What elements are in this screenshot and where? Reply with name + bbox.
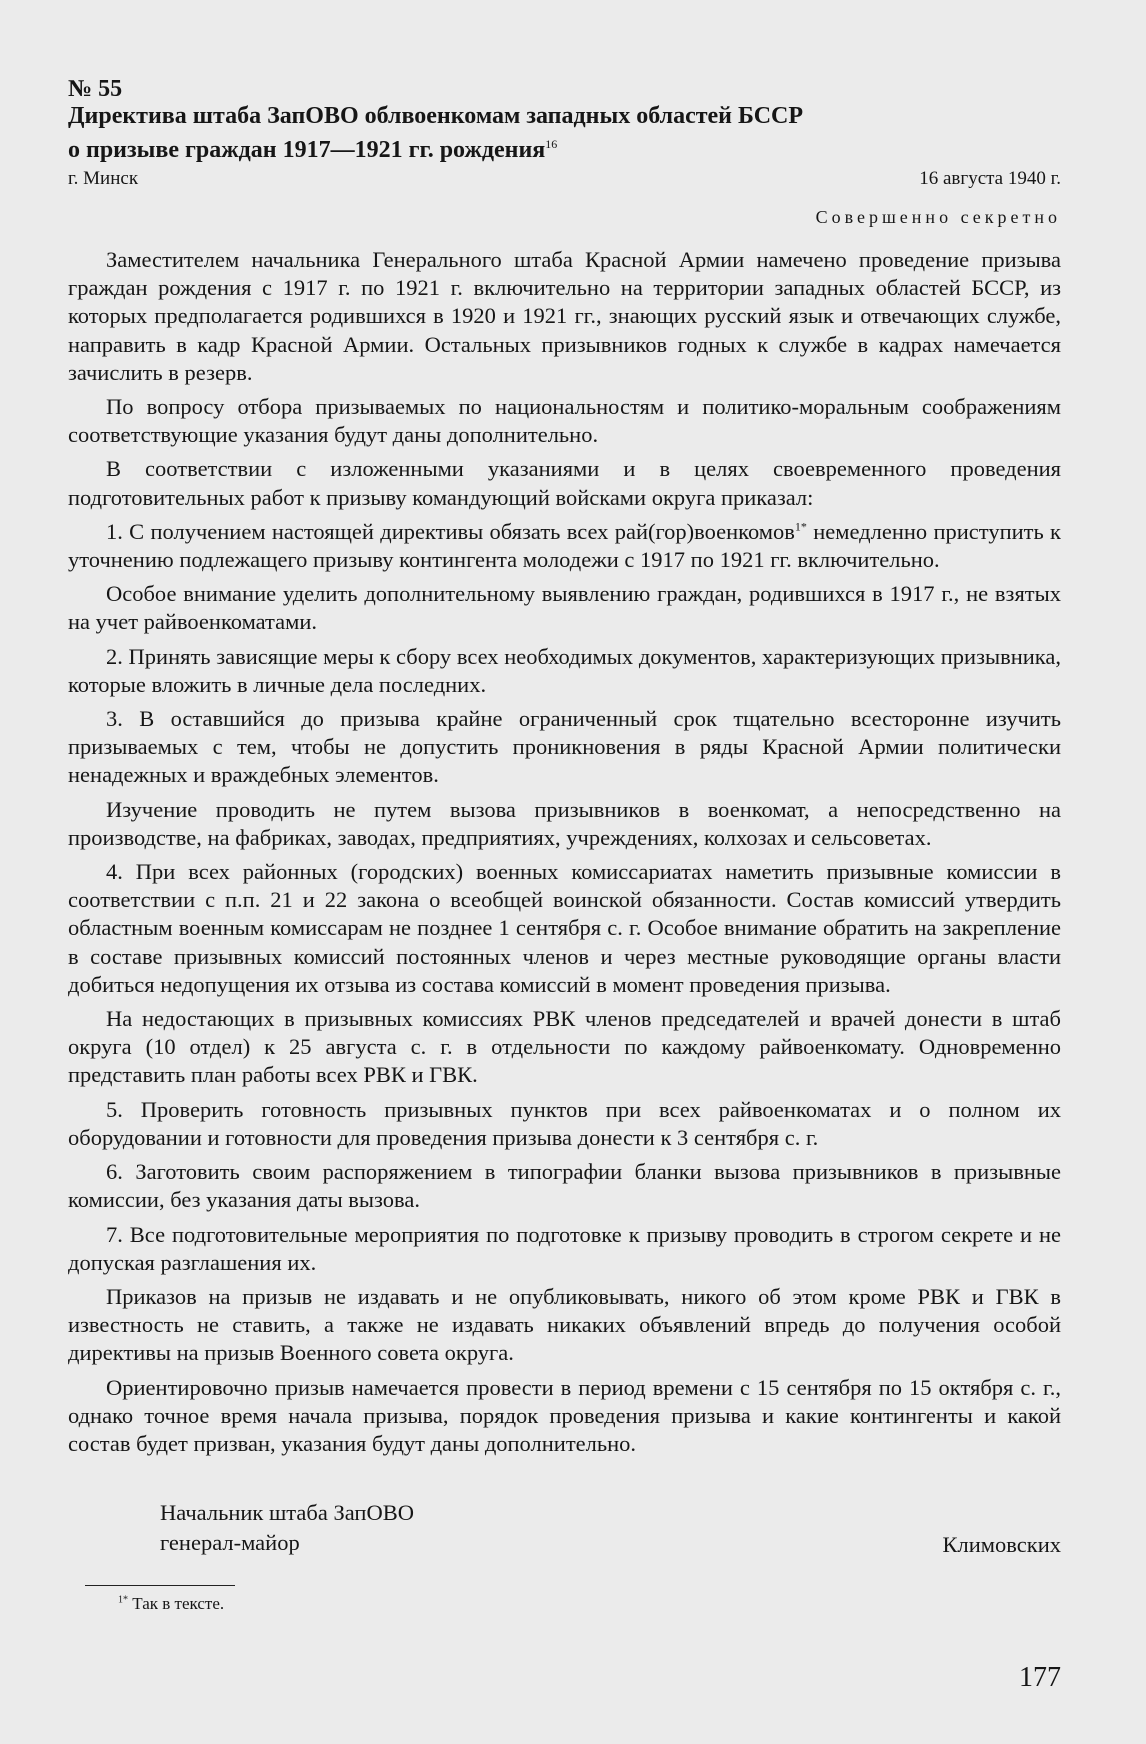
- paragraph: На недостающих в призывных комиссиях РВК членов председателей и врачей донести в штаб округа (10 отдел) к 25 августа с. г. в отдельности по каждому райвоенкомату. Одновременно представить план работы всех РВК и ГВК.: [68, 1006, 1061, 1088]
- signatory-position: [160, 1498, 414, 1558]
- signatory-name: Климовских: [942, 1532, 1061, 1557]
- document-place: г. Минск: [68, 168, 139, 189]
- page-number: 177: [1019, 1662, 1061, 1693]
- footnote-text: Так в тексте.: [128, 1594, 225, 1613]
- paragraph: Изучение проводить не путем вызова призывников в военкомат, а непосредственно на производстве, на фабриках, заводах, предприятиях, учреждениях, колхозах и сельсоветах.: [68, 796, 1061, 850]
- paragraph: [68, 518, 1061, 574]
- paragraph: По вопросу отбора призываемых по национальностям и политико-моральным соображениям соответствующие указания будут даны дополнительно.: [68, 394, 1061, 448]
- paragraph: 5. Проверить готовность призывных пунктов при всех райвоенкоматах и о полном их оборудовании и готовности для проведения призыва донести к 3 сентября с. г.: [68, 1096, 1061, 1150]
- paragraph: Заместителем начальника Генерального штаба Красной Армии намечено проведение призыва граждан рождения с 1917 г. по 1921 г. включительно на территории западных областей БССР, из которых предполагается родившихся в 1920 и 1921 гг., знающих русский язык и отвечающих службе, направить в кадр Красной Армии. Остальных призывников годных к службе в кадрах намечается зачислить в резерв.: [68, 247, 1061, 385]
- classification-stamp: Совершенно секретно: [815, 207, 1061, 227]
- footnote-divider: [85, 1585, 235, 1586]
- footnote: [118, 1594, 224, 1614]
- paragraph-text: немедленно приступить к уточнению подлежащего призыву контингента молодежи с 1917 по 1921 гг. включительно.: [68, 518, 1061, 573]
- title-line-2: о призыве граждан 1917—1921 гг. рождения: [68, 137, 546, 163]
- document-title: [68, 102, 968, 164]
- document-body: [68, 246, 1061, 1464]
- paragraph: 7. Все подготовительные мероприятия по подготовке к призыву проводить в строгом секрете и не допуская разглашения их.: [68, 1221, 1061, 1275]
- signatory-rank: генерал-майор: [160, 1530, 300, 1555]
- paragraph: В соответствии с изложенными указаниями и в целях своевременного проведения подготовительных работ к призыву командующий войсками округа приказал:: [68, 456, 1061, 510]
- document-date: 16 августа 1940 г.: [919, 168, 1061, 189]
- paragraph: 3. В оставшийся до призыва крайне ограниченный срок тщательно всесторонне изучить призываемых с тем, чтобы не допустить проникновения в ряды Красной Армии политически ненадежных и враждебных элементов.: [68, 706, 1061, 788]
- paragraph: Особое внимание уделить дополнительному выявлению граждан, родившихся в 1917 г., не взятых на учет райвоенкоматами.: [68, 581, 1061, 635]
- paragraph: Ориентировочно призыв намечается провести в период времени с 15 сентября по 15 октября с. г., однако точное время начала призыва, порядок проведения призыва и какие контингенты и какой состав будет призван, указания будут даны дополнительно.: [68, 1374, 1061, 1456]
- paragraph: 2. Принять зависящие меры к сбору всех необходимых документов, характеризующих призывника, которые вложить в личные дела последних.: [68, 643, 1061, 697]
- paragraph: 6. Заготовить своим распоряжением в типографии бланки вызова призывников в призывные комиссии, без указания даты вызова.: [68, 1159, 1061, 1213]
- signatory-title: Начальник штаба ЗапОВО: [160, 1500, 414, 1525]
- paragraph: Приказов на призыв не издавать и не опубликовывать, никого об этом кроме РВК и ГВК в известность не ставить, а также не издавать никаких объявлений впредь до получения особой директивы на призыв Военного совета округа.: [68, 1283, 1061, 1366]
- title-line-1: Директива штаба ЗапОВО облвоенкомам западных областей БССР: [68, 103, 804, 129]
- title-footnote-ref: 16: [545, 137, 558, 151]
- document-number: № 55: [68, 76, 123, 102]
- signature-block: [68, 1498, 1061, 1560]
- paragraph-text: 1. С получением настоящей директивы обязать всех рай(гор)военкомов: [106, 518, 795, 544]
- paragraph: 4. При всех районных (городских) военных комиссариатах наметить призывные комиссии в соответствии с п.п. 21 и 22 закона о всеобщей воинской обязанности. Состав комиссий утвердить областным военным комиссарам не позднее 1 сентября с. г. Особое внимание обратить на закрепление в составе призывных комиссий постоянных членов и через местные руководящие органы власти добиться недопущения их отзыва из состава комиссий в момент проведения призыва.: [68, 859, 1061, 997]
- footnote-marker: 1*: [118, 1594, 128, 1606]
- footnote-ref: 1*: [794, 519, 807, 534]
